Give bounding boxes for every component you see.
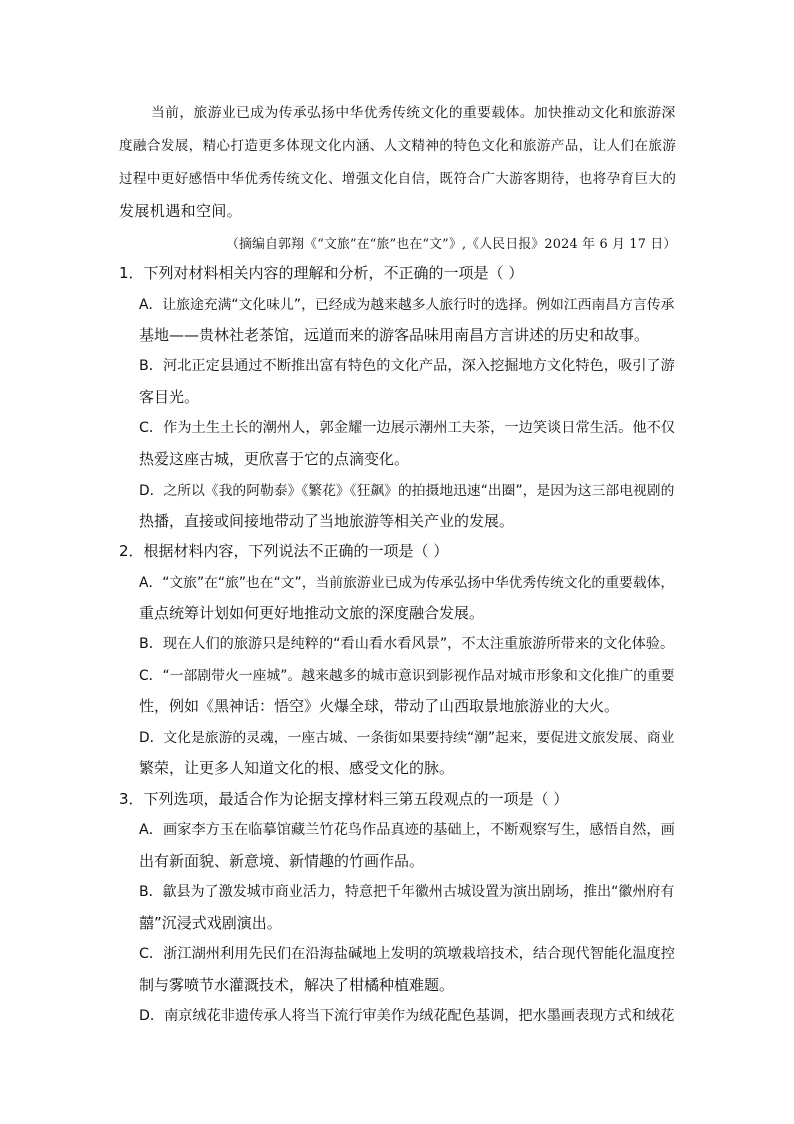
- passage-line: 度融合发展，精心打造更多体现文化内涵、人文精神的特色文化和旅游产品，让人们在旅游: [119, 138, 677, 154]
- option-d: D．南京绒花非遗传承人将当下流行审美作为绒花配色基调，把水墨画表现方式和绒花: [139, 1008, 675, 1024]
- option-c: C．“一部剧带火一座城”。越来越多的城市意识到影视作品对城市形象和文化推广的重要: [139, 668, 675, 684]
- option-a-cont: 基地——贵林社老茶馆，远道而来的游客品味用南昌方言讲述的历史和故事。: [139, 326, 650, 344]
- option-a: A．画家李方玉在临摹馆藏兰竹花鸟作品真迹的基础上，不断观察写生，感悟自然，画: [139, 822, 675, 838]
- option-a-cont: 出有新面貌、新意境、新情趣的竹画作品。: [139, 852, 425, 870]
- option-a: A．“文旅”在“旅”也在“文”，当前旅游业已成为传承弘扬中华优秀传统文化的重要载体，: [139, 575, 675, 591]
- passage-line: 发展机遇和空间。: [119, 202, 243, 220]
- option-d-cont: 繁荣，让更多人知道文化的根、感受文化的脉。: [139, 759, 455, 777]
- passage-line: 过程中更好感悟中华优秀传统文化、增强文化自信，既符合广大游客期待，也将孕育巨大的: [119, 171, 677, 187]
- option-d: D．之所以《我的阿勒泰》《繁花》《狂飙》的拍摄地迅速“出圈”，是因为这三部电视剧的: [139, 483, 675, 499]
- passage-line: 当前，旅游业已成为传承弘扬中华优秀传统文化的重要载体。加快推动文化和旅游深: [151, 105, 676, 121]
- option-d-cont: 热播，直接或间接地带动了当地旅游等相关产业的发展。: [139, 512, 515, 530]
- option-c: C．浙江湖州利用先民们在沿海盐碱地上发明的筑墩栽培技术，结合现代智能化温度控: [139, 946, 676, 962]
- option-b-cont: 囍”沉浸式戏剧演出。: [139, 914, 282, 932]
- option-a-cont: 重点统筹计划如何更好地推动文旅的深度融合发展。: [139, 604, 485, 622]
- question-stem: 3．下列选项，最适合作为论据支撑材料三第五段观点的一项是（ ）: [119, 790, 569, 808]
- option-b: B．现在人们的旅游只是纯粹的“看山看水看风景”，不太注重旅游所带来的文化体验。: [139, 636, 675, 652]
- question-stem: 1．下列对材料相关内容的理解和分析，不正确的一项是（ ）: [119, 264, 524, 282]
- option-d: D．文化是旅游的灵魂，一座古城、一条街如果要持续“潮”起来，要促进文旅发展、商业: [139, 730, 675, 746]
- option-c-cont: 性，例如《黑神话：悟空》火爆全球，带动了山西取景地旅游业的大火。: [139, 697, 620, 715]
- option-a: A．让旅途充满“文化味儿”，已经成为越来越多人旅行时的选择。例如江西南昌方言传承: [139, 297, 675, 313]
- option-c: C．作为土生土长的潮州人，郭金耀一边展示潮州工夫茶，一边笑谈日常生活。他不仅: [139, 420, 676, 436]
- question-stem: 2．根据材料内容，下列说法不正确的一项是（ ）: [119, 542, 449, 560]
- option-b: B．歙县为了激发城市商业活力，特意把千年徽州古城设置为演出剧场，推出“徽州府有: [139, 884, 675, 900]
- option-c-cont: 热爱这座古城，更欣喜于它的点滴变化。: [139, 450, 410, 468]
- option-b: B．河北正定县通过不断推出富有特色的文化产品，深入挖掘地方文化特色，吸引了游: [139, 358, 675, 374]
- source-citation: （摘编自郭翔《“文旅”在“旅”也在“文”》,《人民日报》2024 年 6 月 17 日）: [226, 237, 677, 252]
- option-b-cont: 客目光。: [139, 388, 200, 406]
- option-c-cont: 制与雾喷节水灌溉技术，解决了柑橘种植难题。: [139, 976, 455, 994]
